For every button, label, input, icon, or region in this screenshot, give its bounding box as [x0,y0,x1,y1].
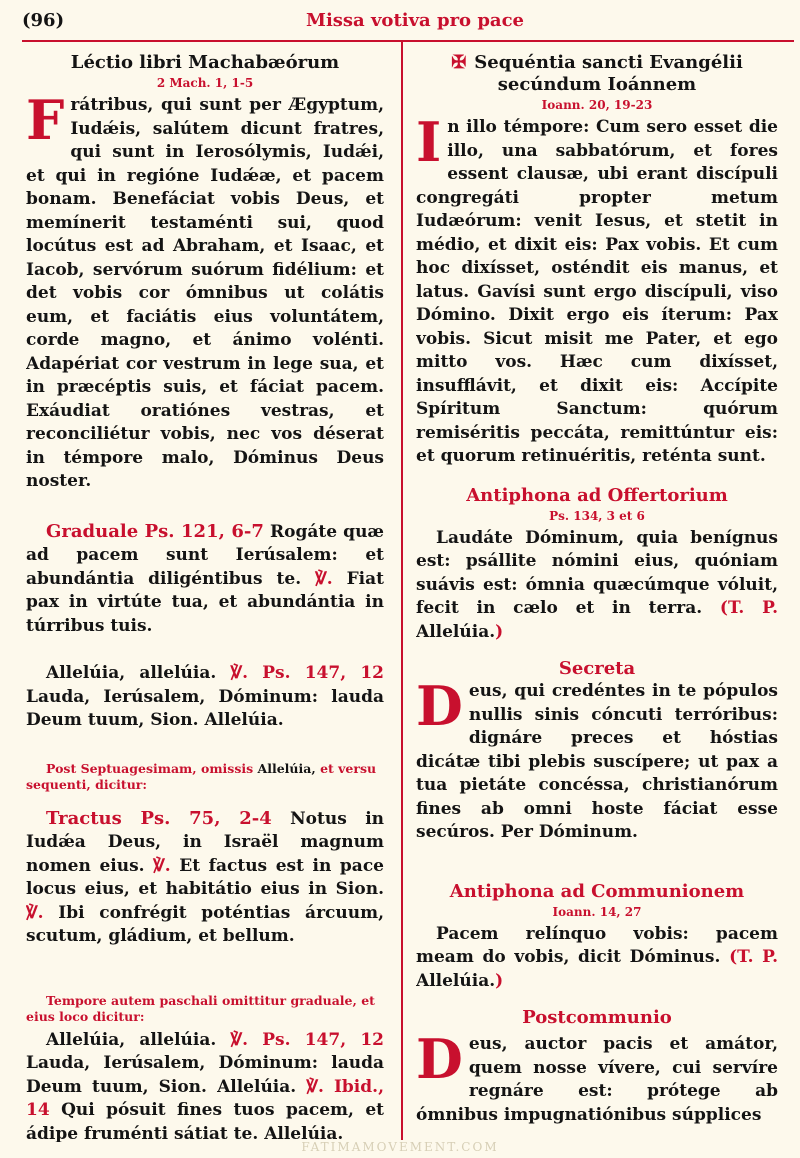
tp-alleluia: Allelúia. [416,621,496,642]
alleluia2-text-1: Allelúia, allelúia. [46,1029,217,1050]
left-column [26,46,384,1142]
page-number: (96) [22,10,65,31]
postcommunion-title: Postcommunio [522,1007,672,1028]
tract-label: Tractus Ps. 75, 2-4 [46,807,272,829]
secret-body: eus, qui credéntes in te pópulos nullis sinis cóncuti terróribus: dignáre preces et hóstias dicátæ tibi plebis suscípere; ut pax a tua pietáte concéssa, christianórum fines ab omni hoste fáciat esse secúros. Per Dóminum. [416,681,778,842]
header-rule [22,40,794,42]
communion-reference: Ioann. 14, 27 [552,904,642,919]
offertory-title: Antiphona ad Offertorium [466,484,728,506]
drop-cap: F [26,88,65,152]
communion-text [416,923,778,994]
tract-text-3: Ibi confrégit poténtias árcuum, scutum, gládium, et bellum. [26,902,384,946]
drop-cap: D [416,674,463,738]
gospel-body: n illo témpore: Cum sero esset die illo, una sabbatórum, et fores essent clausæ, ubi erant discípuli congregáti propter metum Iudæórum: venit Iesus, et stetit in médio, et dixit eis: Pax vobis. Et cum hoc dixísset, osténdit eis manus, et latus. Gavísi sunt ergo discípuli, viso Dómino. Dixit ergo eis íterum: Pax vobis. Sicut misit me Pater, et ego mitto vos. Hæc cum dixísset, insufflávit, et dixit eis: Accípite Spíritum Sanctum: quórum remiséritis peccáta, remittúntur eis: et quorum retinuéritis, reténta sunt. [416,117,778,466]
lesson-text [26,88,384,494]
gradual-text-1: Rogáte quæ ad pacem sunt Ierúsalem: et abundántia diligéntibus te. [26,521,384,589]
offertory-body: Laudáte Dóminum, quia benígnus est: psállite nómini eius, quóniam suávis est: ómnia quæcúmque vóluit, fecit in cælo et in terra. [416,527,778,618]
gospel-title [416,52,778,96]
alleluia-verse [26,662,384,733]
tract-text-1: Notus in Iudǽa Deus, in Israël magnum nomen eius. [26,808,384,876]
right-column [416,46,778,1142]
tract-text-2: Et factus est in pace locus eius, et habitátio eius in Sion. [26,855,384,899]
tp-close: ) [495,970,504,991]
alleluia-text-2: Lauda, Ierúsalem, Dóminum: lauda Deum tuum, Sion. Allelúia. [26,686,384,730]
gradual-label: Graduale Ps. 121, 6-7 [46,520,264,542]
page-title: Missa votiva pro pace [306,10,524,31]
drop-cap: I [416,110,442,174]
offertory-text [416,527,778,645]
secret-title: Secreta [558,658,636,679]
tp-open: (T. P. [729,947,778,967]
tp-open: (T. P. [719,598,778,618]
communion-title: Antiphona ad Communionem [449,880,745,902]
drop-cap: D [416,1027,463,1091]
rubric-septuagesima [26,761,384,793]
versicle-mark: ℣. [315,568,333,589]
alleluia-text-1: Allelúia, allelúia. [46,663,217,683]
column-divider [401,40,403,1140]
tp-alleluia: Allelúia. [416,970,496,991]
tract [26,807,384,949]
cross-icon: ✠ [451,52,467,73]
alleluia2-text-3: Qui pósuit fines tuos pacem, et ádipe fruménti sátiat te. Allelúia. [26,1100,384,1142]
lesson-title: Léctio libri Machabæórum [70,52,340,73]
rubric-paschal: Tempore autem paschali omittitur graduale, et eius loco dicitur: [26,992,375,1024]
rubric-1c: et versu sequenti, dicitur: [26,760,377,792]
watermark: FATIMAMOVEMENT.COM [301,1140,499,1154]
alleluia2-text-2: Lauda, Ierúsalem, Dóminum: lauda Deum tuum, Sion. Allelúia. [26,1053,384,1097]
alleluia-reference: ℣. Ps. 147, 12 [230,663,384,683]
versicle-mark: ℣. [153,855,171,876]
gradual [26,520,384,639]
gradual-text-2: Fiat pax in virtúte tua, et abundántia in túrribus tuis. [26,568,384,636]
gospel-text [416,110,778,469]
secret-text [416,674,778,845]
offertory-reference: Ps. 134, 3 et 6 [549,508,645,523]
postcommunion-body: eus, auctor pacis et amátor, quem nosse vívere, cui servíre regnáre est: prótege ab ómnibus impugnatiónibus súpplices [416,1034,778,1125]
gospel-title-line-2: secúndum Ioánnem [497,74,697,95]
lesson-body: rátribus, qui sunt per Ægyptum, Iudǽis, salútem dicunt fratres, qui sunt in Ierosólymis, Iudǽi, et qui in regióne Iudǽæ, et pacem bonam. Benefáciat vobis Deus, et memínerit testaménti sui, quod locútus est ad Abraham, et Isaac, et Iacob, servórum suórum fidélium: et det vobis cor ómnibus ut colátis eum, et faciátis eius voluntátem, corde magno, et ánimo volénti. Adapériat cor vestrum in lege sua, et in præcéptis suis, et fáciat pacem. Exáudiat oratiónes vestras, et reconciliétur vobis, nec vos déserat in témpore malo, Dóminus Deus noster. [26,95,384,491]
alleluia2-reference: ℣. Ps. 147, 12 [230,1029,384,1050]
lesson-reference: 2 Mach. 1, 1-5 [156,76,254,90]
page-header [0,0,800,40]
paschal-alleluia [26,1029,384,1143]
versicle-mark: ℣. [26,902,44,923]
postcommunion-text [416,1027,778,1127]
gospel-title-line-1: Sequéntia sancti Evangélii [474,52,743,73]
rubric-1b: Allelúia, [257,760,316,776]
tp-close: ) [495,621,504,642]
alleluia2-reference-2: ℣. Ibid., 14 [26,1076,384,1120]
gospel-reference: Ioann. 20, 19-23 [541,98,653,112]
communion-body: Pacem relínquo vobis: pacem meam do vobis, dicit Dóminus. [416,923,778,967]
rubric-1a: Post Septuagesimam, omissis [46,760,254,776]
